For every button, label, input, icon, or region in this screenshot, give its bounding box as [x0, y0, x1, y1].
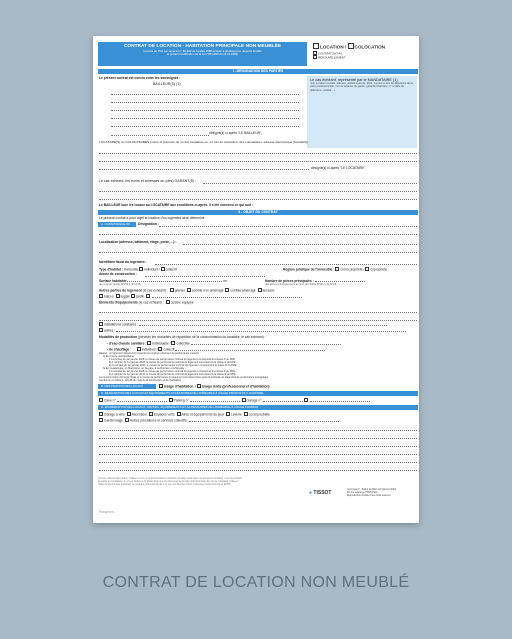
poubelle-label: Local poubelle — [248, 412, 270, 417]
garant-line-3[interactable] — [99, 199, 417, 200]
contract-document — [93, 36, 419, 523]
velo-label: Garage à vélo — [104, 412, 125, 417]
surface-input[interactable] — [127, 281, 222, 282]
localisation-line[interactable] — [183, 244, 417, 245]
colocation-checkbox[interactable] — [348, 43, 354, 49]
terrasse-checkbox[interactable] — [258, 288, 262, 292]
locataire-line-2[interactable] — [99, 161, 417, 162]
autres-eq-label: autres : — [104, 328, 115, 333]
comble-checkbox[interactable] — [225, 288, 229, 292]
designation-line[interactable] — [159, 226, 417, 227]
loggia-checkbox[interactable] — [116, 294, 120, 298]
surface-unit: m² — [223, 279, 228, 283]
parties-intro: Le présent contrat est conclu entre les soussignés : — [99, 76, 181, 80]
collectif-label: collectif — [165, 267, 177, 272]
comble-label: comble aménagé — [230, 288, 256, 293]
rappel-title: Rappel : un logement décent doit respecter les critères minimaux de performance suivants : — [99, 352, 201, 355]
laverie-checkbox[interactable] — [226, 412, 230, 416]
eau-chaude-row: - d'eau chaude sanitaire : individuelle / collective — [107, 341, 341, 346]
communs-line-1[interactable] — [99, 430, 417, 431]
annexes-row — [99, 294, 302, 299]
footnote-line-1: (1) Pour chacune des parties, indiquer le nom ou la dénomination et l'adresse du siège social (pour les personnes morales), et le cas échéant — [98, 478, 242, 480]
comble-non-checkbox[interactable] — [187, 288, 191, 292]
garage-line[interactable] — [263, 401, 303, 402]
pieces-note: (les pièces principales sont au sens de l'article R*111-1 du CCH) — [265, 283, 337, 286]
usage-hab-checkbox[interactable] — [159, 384, 163, 388]
velo-checkbox[interactable] — [99, 412, 103, 416]
communs-line-3[interactable] — [99, 446, 417, 447]
mono-checkbox[interactable] — [335, 267, 339, 271]
pieces-input[interactable] — [315, 281, 365, 282]
autres-row — [99, 288, 274, 293]
modalites-row — [99, 335, 266, 339]
locaux-communs-bar: D. ÉNUMÉRATION DES LOCAUX, PARTIES, ÉQUIPEMENTS ET ACCESSOIRES DE L'IMMEUBLE À USAGE COMMUN — [98, 405, 418, 410]
eau-chaude-label: - d'eau chaude sanitaire : — [107, 341, 147, 346]
chauffage-line[interactable] — [175, 350, 325, 351]
comble-non-label: comble non aménagé — [191, 288, 224, 293]
type-habitat-label: Type d'habitat : — [99, 267, 123, 272]
mandataire-note-3: délivrance, activité…) — [310, 88, 335, 92]
bailleur-line-1[interactable] — [111, 94, 299, 95]
autres-prest-checkbox[interactable] — [125, 418, 129, 422]
header-subtitle-2: et portant modification de la loi n°86-1290 du 23.12.1986) — [166, 52, 239, 57]
aires-label: Aires et équipements de jeux — [181, 412, 225, 417]
bailleur-statement: Le BAILLEUR loue les locaux au LOCATAIRE aux conditions ci-après. Il a été convenu ce qui suit : — [99, 203, 253, 207]
copro-label: copropriété — [370, 267, 387, 272]
rappel-c2: mentionné à l'article L. 126-26 du code de la construction et de l'habitation. — [99, 379, 182, 382]
autres-label: Autres parties du logement — [99, 288, 142, 293]
elements-note: (le cas échéant) : — [138, 300, 164, 305]
section-1-bar: I - DÉSIGNATION DES PARTIES — [98, 69, 418, 74]
modalites-note: (préciser les modalités de répartition de la consommation du locataire, le cas échéant) : — [138, 335, 266, 339]
autres-eq-checkbox[interactable] — [99, 328, 103, 332]
regime-row: Régime juridique de l'immeuble : mono propriété / copropriété — [283, 267, 387, 272]
individuel-label: individuel — [144, 267, 158, 272]
autres-note: (le cas échéant) : — [142, 288, 168, 293]
page-caption: CONTRAT DE LOCATION NON MEUBLÉ — [102, 574, 410, 591]
aires-checkbox[interactable] — [177, 412, 181, 416]
laverie-label: Laverie — [230, 412, 242, 417]
rappel-a2: ii) A compter du 1er janvier 2028, le niveau de performance minimal du logement correspond à la classe E du DPE ; — [109, 361, 237, 364]
type-habitat-row: Type d'habitat : immeuble individuel / collectif — [99, 267, 177, 272]
usage-mixte-label: Usage mixte (professionnel et d'habitation) — [202, 384, 270, 389]
ascenseur-label: Ascenseur — [131, 412, 148, 417]
header-subtitle-1: (soumis au Titre 1er de la loi n° 89-462 du 6 juillet 1989 tendant à améliorer les rapports locatifs — [143, 49, 262, 53]
modalites-label: Modalités de production — [99, 335, 138, 339]
renouvellement-label: RENOUVELLEMENT — [318, 55, 346, 60]
garant-line-1[interactable] — [203, 183, 417, 184]
garant-label: Le cas échéant, les noms et adresses du (des) GARANT(S) : — [99, 179, 197, 183]
initial-checkbox[interactable] — [313, 51, 317, 55]
installations-label: installations sanitaires : — [104, 322, 139, 327]
locataire-suffix: désigné(s) ci-après "LE LOCATAIRE". — [311, 166, 367, 170]
parking-label: Parking n° — [173, 398, 189, 403]
communs-line-2[interactable] — [99, 438, 417, 439]
eau-coll-label: collective — [176, 341, 190, 346]
jardin-label: jardin — [136, 294, 145, 299]
eau-indiv-label: individuelle — [152, 341, 169, 346]
chauffage-coll-checkbox[interactable] — [158, 347, 162, 351]
surface-note: (au sens de l'article R*156-1 du CCH) — [99, 283, 141, 286]
designation-line-2[interactable] — [99, 234, 417, 235]
immeuble-label: immeuble — [123, 267, 139, 272]
eau-indiv-checkbox[interactable] — [147, 341, 151, 345]
contract-type-options — [313, 43, 417, 60]
balcon-label: balcon — [104, 294, 114, 299]
initial-label: CONTRAT INITIAL — [318, 51, 343, 55]
bailleur-line-5[interactable] — [111, 126, 299, 127]
cave-checkbox[interactable] — [99, 398, 103, 402]
privatifs-row — [99, 398, 370, 403]
chauffage-indiv-checkbox[interactable] — [137, 347, 141, 351]
publisher-info-1: www.tissot.fr - BAIL2 2a.SNP-1-M (janvier 2024) — [347, 489, 397, 491]
renouvellement-checkbox[interactable] — [313, 55, 317, 59]
tissot-logo-text: TISSOT — [313, 490, 332, 496]
locaux-privatifs-bar: C. DÉSIGNATION DES LOCAUX ET ÉQUIPEMENTS ACCESSOIRES DE L'IMMEUBLE À USAGE PRIVATIF DU LOCATAIRE — [98, 391, 418, 396]
rappel-b: b) En Guadeloupe, en Martinique, en Guyane, à La Réunion et à Mayotte : — [103, 367, 186, 370]
footnote-line-3: l'adresse électronique (facultatif). Le locataire pourra demander à ce que ses données soient conservées conformément au RGPD. — [98, 483, 232, 486]
rappel-a1: i) A compter du 1er janvier 2025, le niveau de performance minimal du logement correspond à la classe F du DPE ; — [109, 358, 237, 361]
identifiant-line[interactable] — [155, 264, 417, 265]
espaces-label: Espaces verts — [153, 412, 175, 417]
other-private-checkbox[interactable] — [304, 398, 308, 402]
rappel-b2: ii) A compter du 1er janvier 2031, le niveau de performance minimal du logement correspond à la classe E du DPE. — [109, 373, 237, 376]
copro-checkbox[interactable] — [365, 267, 369, 271]
grenier-label: grenier — [174, 288, 186, 293]
section-2-bar: II - OBJET DU CONTRAT — [98, 210, 418, 215]
loggia-label: loggia — [120, 294, 130, 299]
locataire-line-1[interactable] — [99, 153, 417, 154]
garage-label: Garage n° — [246, 398, 262, 403]
rappel-a: a) En France métropolitaine : — [103, 355, 136, 358]
colocation-label: COLOCATION — [354, 44, 386, 50]
localisation-label: Localisation (adresse, bâtiment, étage, porte, ...) : — [99, 240, 177, 244]
footnote — [98, 478, 418, 486]
identifiant-label: Identifiant fiscal du logement : — [99, 260, 147, 264]
tissot-logo-icon: ● — [309, 490, 313, 496]
espaces-checkbox[interactable] — [149, 412, 153, 416]
autres-prest-line[interactable] — [189, 421, 339, 422]
footnote-line-2: la qualité du mandataire, le nom et l'adresse du garant ainsi que les références de la carte professionnelle. En cas de colocation, indiquer — [98, 480, 238, 483]
autres-prest-label: Autres prestations et services collectifs : — [129, 418, 189, 423]
separator: / — [344, 44, 347, 50]
other-annexe-line[interactable] — [152, 297, 302, 298]
installations-line[interactable] — [139, 325, 387, 326]
cuisine-label: cuisine équipée — [170, 300, 194, 305]
communs-line-6[interactable] — [99, 470, 417, 471]
rappel-a3: iii) A compter du 1er janvier 2034, le niveau de performance minimal du logement correspond à la classe D du DPE. — [109, 364, 237, 367]
paraphes-label: Paraphes : — [99, 510, 116, 514]
document-header — [98, 42, 307, 66]
regime-label: Régime juridique de l'immeuble : — [283, 267, 335, 272]
elements-line-2[interactable] — [99, 320, 417, 321]
other-annexe-checkbox[interactable] — [146, 294, 150, 298]
parking-line[interactable] — [190, 401, 240, 402]
garant-line-2[interactable] — [99, 191, 417, 192]
usage-hab-label: Usage d'habitation — [164, 384, 194, 389]
annee-label: Année de construction : — [99, 272, 137, 276]
publisher-info-2: 19, rue Lagrange 75005 Paris — [347, 491, 378, 494]
tissot-logo — [309, 490, 331, 496]
publisher-info-3: Reproduction interdite Tous droits réservés — [347, 494, 391, 497]
balcon-checkbox[interactable] — [99, 294, 103, 298]
autres-eq-row — [99, 328, 406, 333]
header-title: CONTRAT DE LOCATION - HABITATION PRINCIPALE NON MEUBLÉE — [123, 44, 282, 49]
mono-label: mono propriété — [340, 267, 363, 272]
individuel-checkbox[interactable] — [139, 267, 143, 271]
bailleur-line-2[interactable] — [111, 102, 299, 103]
mandataire-note-2: carte professionnelle, nom et adresse du garant, garantie financière, n° et date de — [310, 85, 404, 89]
communs-row-1 — [99, 412, 270, 417]
cave-label: Cave n° — [104, 398, 116, 403]
eau-line[interactable] — [191, 344, 341, 345]
rappel-c1: La consommation d'énergie finale et le niveau de performance du logement sont déterminés selon la méthode du diagnostic de performance énergétique — [99, 376, 269, 379]
ascenseur-checkbox[interactable] — [127, 412, 131, 416]
usage-row: Usage d'habitation / Usage mixte (professionnel et d'habitation) — [159, 384, 270, 389]
chauffage-indiv-label: individuel — [141, 347, 156, 352]
localisation-line-2[interactable] — [99, 252, 417, 253]
collectif-checkbox[interactable] — [161, 267, 165, 271]
elements-row — [99, 300, 194, 305]
installations-checkbox[interactable] — [99, 322, 103, 326]
bailleur-line-3[interactable] — [111, 110, 299, 111]
eau-coll-checkbox[interactable] — [171, 341, 175, 345]
mandataire-box — [307, 76, 417, 148]
garage-checkbox[interactable] — [242, 398, 246, 402]
communs-line-5[interactable] — [99, 462, 417, 463]
bailleur-suffix: désigné(s) ci-après "LE BAILLEUR", — [209, 131, 263, 135]
elements-label: Éléments d'équipements — [99, 300, 138, 305]
designation-label: Désignation : — [138, 222, 159, 226]
parking-checkbox[interactable] — [169, 398, 173, 402]
rappel-b1: i) A compter du 1er janvier 2028, le niveau de performance minimal du logement correspond à la classe F du DPE ; — [109, 370, 237, 373]
jardin-checkbox[interactable] — [131, 294, 135, 298]
consistance-bar: A. CONSISTANCE DU LOGEMENT — [98, 222, 136, 227]
destination-bar: B. DESTINATION DES LOCAUX — [98, 384, 156, 389]
installations-row — [99, 322, 387, 327]
annee-line[interactable] — [145, 276, 265, 277]
objet-intro: Le présent contrat a pour objet la location d'un logement ainsi déterminé : — [99, 216, 207, 220]
bailleur-label: BAILLEUR(S) (1) — [153, 82, 181, 86]
grenier-checkbox[interactable] — [170, 288, 174, 292]
pieces-label: Nombre de pièces principales : — [265, 279, 314, 283]
cuisine-checkbox[interactable] — [166, 300, 170, 304]
elements-line-1[interactable] — [99, 312, 417, 313]
locataire-label: LOCATAIRE(S) ou COLOCATAIRES (noms et prénoms de ou des locataires ou, en cas de colocation, des colocataires, adresse électronique (facultatif)) — [99, 140, 308, 144]
communs-row-2 — [99, 418, 339, 423]
publisher-info — [347, 489, 396, 497]
poubelle-checkbox[interactable] — [244, 412, 248, 416]
surface-label: Surface habitable — [99, 279, 127, 283]
mandataire-note-1: nom ou raison sociale, adresse, activité exercée, RCS, numéro et lieu de délivrance de la — [310, 82, 413, 86]
location-checkbox[interactable] — [313, 43, 319, 49]
location-label: LOCATION — [320, 44, 344, 50]
gardiennage-label: Gardiennage — [104, 418, 124, 423]
bailleur-line-4[interactable] — [111, 118, 299, 119]
usage-mixte-checkbox[interactable] — [197, 384, 201, 388]
other-private-line[interactable] — [310, 401, 370, 402]
locataire-line-3[interactable] — [99, 169, 309, 170]
cave-line[interactable] — [117, 401, 167, 402]
chauffage-row: - de chauffage : individuel / collectif — [107, 347, 325, 352]
gardiennage-checkbox[interactable] — [99, 418, 103, 422]
autres-eq-line[interactable] — [116, 331, 406, 332]
terrasse-label: terrasse — [262, 288, 275, 293]
mandataire-title: Le cas échéant, représenté par le MANDATAIRE (1) — [310, 78, 398, 82]
chauffage-coll-label: collectif — [163, 347, 175, 352]
communs-line-4[interactable] — [99, 454, 417, 455]
bailleur-line-6[interactable] — [111, 135, 209, 136]
chauffage-label: - de chauffage : — [107, 347, 132, 352]
